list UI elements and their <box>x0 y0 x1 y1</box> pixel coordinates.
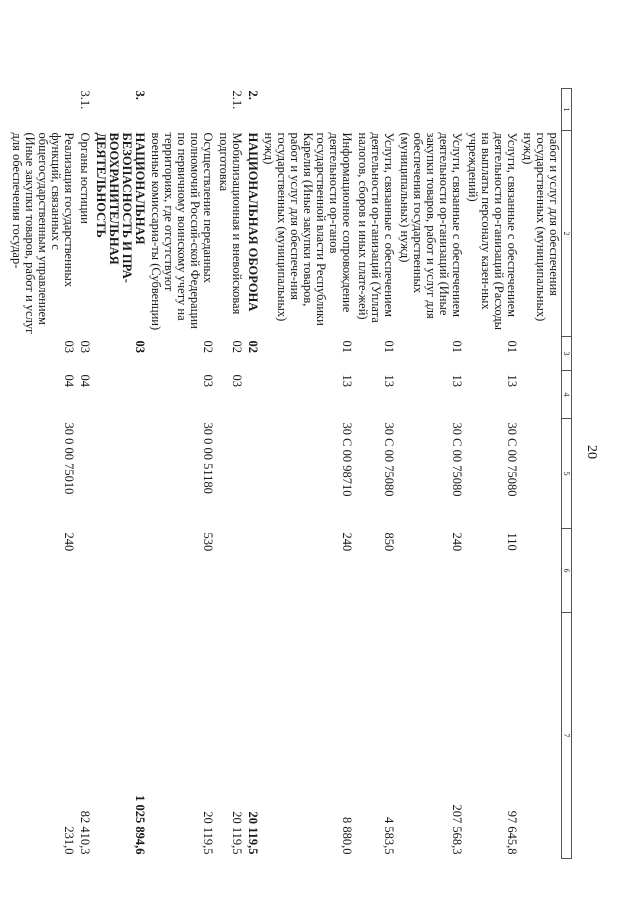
row-target-article: 30 С 00 98710 <box>340 422 354 497</box>
row-name: Органы юстиции <box>78 132 92 224</box>
row-section-code: 03 <box>78 340 92 353</box>
row-name: Реализация государственных функций, связанных с общегосударственным управлением (Иные закупки товаров, работ и услуг для обеспечения государ- <box>10 132 76 335</box>
row-section-code: 02 <box>201 340 215 353</box>
row-target-article <box>244 419 260 529</box>
row-expense-type <box>92 529 147 613</box>
budget-table <box>8 88 572 859</box>
row-name: Услуги, связанные с обеспечением деятельности ор-ганизаций (Расходы на выплаты персоналу казен-ных учреждений) <box>466 132 519 331</box>
page-number: 20 <box>584 445 599 459</box>
row-index: 2. <box>246 90 260 100</box>
row-name: Услуги, связанные с обеспечением деятельности ор-ганизаций (Уплата налогов, сборов и иных плате-жей) <box>356 132 396 323</box>
row-amount <box>519 613 562 859</box>
header-cell: 4 <box>562 371 572 419</box>
row-expense-type: 850 <box>382 532 396 552</box>
header-cell: 6 <box>562 529 572 613</box>
table-row <box>215 89 244 859</box>
row-amount: 97 645,8 <box>505 810 519 855</box>
table-row <box>464 89 519 859</box>
row-target-article: 30 С 00 75080 <box>450 422 464 497</box>
row-index <box>8 89 76 131</box>
row-amount: 231,0 <box>62 826 76 855</box>
header-row <box>562 89 572 859</box>
row-index: 2.1. <box>230 90 244 110</box>
row-expense-type <box>76 529 92 613</box>
row-target-article <box>519 419 562 529</box>
row-subsection-code <box>92 371 147 419</box>
row-target-article <box>92 419 147 529</box>
header-cell: 3 <box>562 337 572 371</box>
row-name: НАЦИОНАЛЬНАЯ ОБОРОНА <box>246 132 260 312</box>
row-section-code: 03 <box>133 340 147 353</box>
header-cell: 1 <box>562 89 572 131</box>
row-name: Услуги, связанные с обеспечением деятельности ор-ганизаций (Иные закупки товаров, работ и услуг для обеспечения государственных (муниципальных) нужд) <box>398 132 464 319</box>
row-subsection-code: 13 <box>450 374 464 387</box>
table-row <box>8 89 76 859</box>
row-amount: 207 568,3 <box>450 804 464 855</box>
row-name: Осуществление переданных полномочий Россий-ской Федерации по первичному воинскому учету на территориях, где отсутствуют военные комиссариа-ты (Субвенции) <box>149 132 215 331</box>
row-expense-type: 240 <box>450 532 464 552</box>
row-amount: 1 025 894,6 <box>133 795 147 855</box>
row-amount: 20 119,5 <box>246 811 260 855</box>
row-subsection-code <box>244 371 260 419</box>
table-row <box>260 89 354 859</box>
row-section-code: 01 <box>450 340 464 353</box>
row-subsection-code: 03 <box>230 374 244 387</box>
row-target-article: 30 0 00 51180 <box>201 422 215 494</box>
row-expense-type <box>215 529 244 613</box>
row-name: Информационное сопровождение деятельности ор-ганов государственной власти Республики Карелия (Иные закупки товаров, работ и услуг для обеспече-ния государственных (муниципальных) нужд) <box>262 132 354 326</box>
table-row <box>244 89 260 859</box>
row-index <box>464 89 519 131</box>
row-subsection-code: 13 <box>340 374 354 387</box>
row-index <box>147 89 215 131</box>
row-subsection-code: 04 <box>62 374 76 387</box>
row-target-article <box>76 419 92 529</box>
row-amount: 20 119,5 <box>230 811 244 855</box>
budget-table-sheet <box>10 88 572 858</box>
row-section-code: 01 <box>382 340 396 353</box>
row-section-code: 02 <box>246 340 260 353</box>
header-cell: 5 <box>562 419 572 529</box>
table-row <box>92 89 147 859</box>
row-target-article <box>215 419 244 529</box>
row-index <box>519 89 562 131</box>
row-expense-type <box>519 529 562 613</box>
row-amount: 20 119,5 <box>201 811 215 855</box>
header-cell: 7 <box>562 613 572 859</box>
row-name: Мобилизационная и вневойсковая подготовка <box>217 132 244 315</box>
row-name: НАЦИОНАЛЬНАЯ БЕЗОПАСНОСТЬ И ПРА-ВООХРАНИТЕЛЬНАЯ ДЕЯТЕЛЬНОСТЬ <box>94 132 147 283</box>
table-row <box>147 89 215 859</box>
row-expense-type <box>244 529 260 613</box>
row-amount: 8 880,0 <box>340 817 354 855</box>
row-expense-type: 240 <box>62 532 76 552</box>
table-row <box>354 89 396 859</box>
row-expense-type: 240 <box>340 532 354 552</box>
row-index: 3.1. <box>78 90 92 110</box>
row-target-article: 30 С 00 75080 <box>382 422 396 497</box>
row-subsection-code: 04 <box>78 374 92 387</box>
row-subsection-code: 03 <box>201 374 215 387</box>
row-subsection-code: 13 <box>382 374 396 387</box>
row-section-code <box>519 337 562 371</box>
header-cell: 2 <box>562 131 572 337</box>
row-expense-type: 110 <box>505 532 519 551</box>
row-amount: 82 410,3 <box>78 810 92 855</box>
row-target-article: 30 С 00 75080 <box>505 422 519 497</box>
row-section-code: 01 <box>505 340 519 353</box>
row-index: 3. <box>133 90 147 100</box>
row-index <box>396 89 464 131</box>
row-subsection-code: 13 <box>505 374 519 387</box>
row-name: работ и услуг для обеспечения государственных (муниципальных) нужд) <box>521 132 561 322</box>
row-subsection-code <box>519 371 562 419</box>
row-index <box>260 89 354 131</box>
table-row <box>396 89 464 859</box>
row-section-code: 02 <box>230 340 244 353</box>
row-section-code: 03 <box>62 340 76 353</box>
row-section-code: 01 <box>340 340 354 353</box>
row-expense-type: 530 <box>201 532 215 552</box>
row-amount: 4 583,5 <box>382 817 396 855</box>
row-index <box>354 89 396 131</box>
table-row <box>519 89 562 859</box>
row-target-article: 30 0 00 75010 <box>62 422 76 495</box>
table-row <box>76 89 92 859</box>
